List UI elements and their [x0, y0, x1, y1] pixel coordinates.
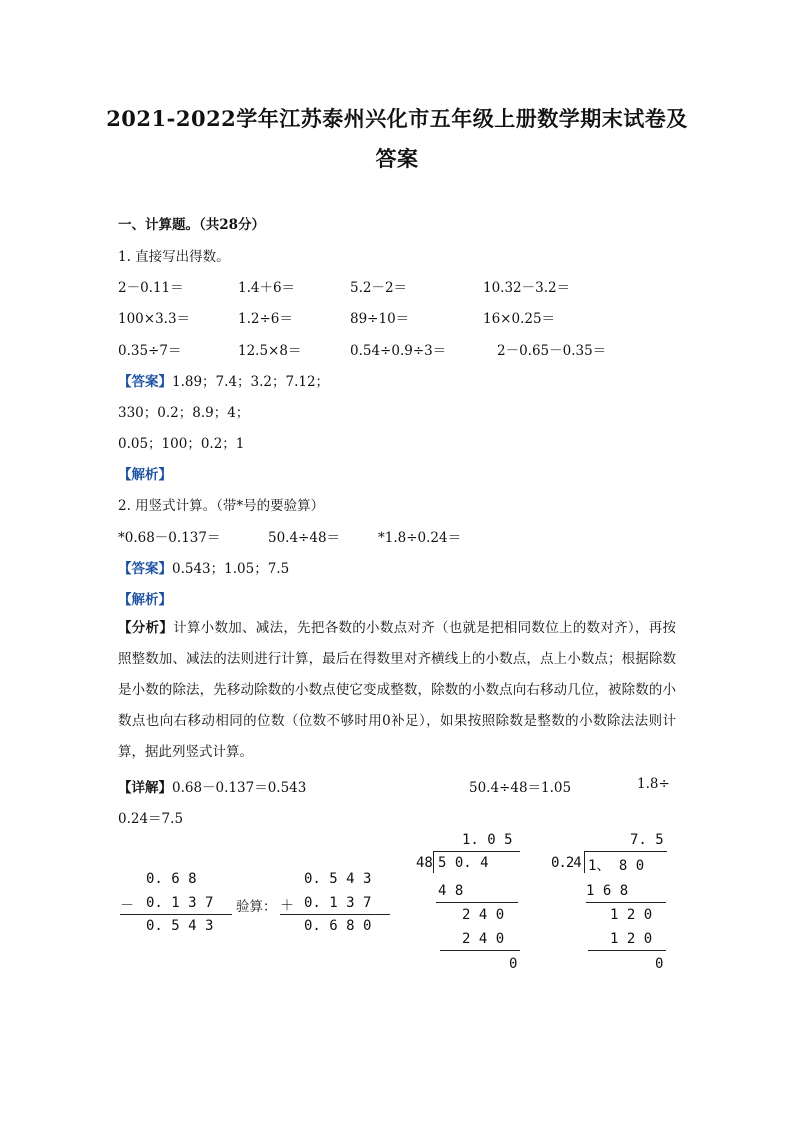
q1-item: 2－0.11＝	[118, 280, 184, 296]
div1-rule2	[440, 950, 520, 951]
div1-bracket	[433, 851, 434, 873]
div1-rule1	[436, 902, 518, 903]
fenxi-tag: 【分析】	[118, 620, 174, 636]
div1-remainder: 0	[509, 956, 518, 972]
div1-divisor: 48	[416, 855, 433, 871]
q1-item: 1.4＋6＝	[238, 280, 296, 296]
div2-dividend: 1、 8 0	[588, 858, 645, 874]
document-title-line2: 答案	[375, 146, 419, 171]
detail-1: 0.68－0.137＝0.543	[172, 780, 307, 796]
q1-item: 1.2÷6＝	[238, 311, 293, 327]
q1-item: 16×0.25＝	[483, 311, 556, 327]
div2-remainder: 0	[655, 956, 664, 972]
q1-item: 12.5×8＝	[238, 343, 302, 359]
div1-bar	[434, 851, 520, 852]
document-title-line1: 2021-2022学年江苏泰州兴化市五年级上册数学期末试卷及	[106, 106, 688, 131]
detail-3a: 1.8÷	[637, 776, 670, 792]
answer-tag: 【答案】	[118, 561, 172, 577]
div1-step3: 2 4 0	[462, 931, 505, 947]
xiangjie-tag: 【详解】	[118, 780, 172, 796]
answer-line: 330；0.2；8.9；4；	[118, 405, 250, 421]
sub-result: 0. 5 4 3	[146, 918, 214, 934]
add-operator: ＋	[280, 898, 294, 914]
add-result: 0. 6 8 0	[304, 918, 372, 934]
add-bottom: 0. 1 3 7	[304, 895, 372, 911]
section-heading: 一、计算题。（共28分）	[118, 217, 266, 233]
q2-item: 50.4÷48＝	[268, 530, 341, 546]
detail-2: 50.4÷48＝1.05	[469, 780, 572, 796]
fenxi-text: 计算小数加、减法，先把各数的小数点对齐（也就是把相同数位上的数对齐），再按照整数加、减法的法则进行计算，最后在得数里对齐横线上的小数点，点上小数点；根据除数是小数的除法，先移动除数的小数点使它变成整数，除数的小数点向右移动几位，被除数的小数点也向右移动相同的位数（位数不够时用0补足），如果按照除数是整数的小数除法法则计算，据此列竖式计算。	[118, 620, 676, 760]
q2-item: *1.8÷0.24＝	[378, 530, 462, 546]
detail-line	[118, 776, 306, 796]
analysis-paragraph	[118, 613, 676, 768]
analysis-tag: 【解析】	[118, 592, 172, 608]
answer-line: 1.89；7.4；3.2；7.12；	[172, 374, 330, 390]
div2-divisor: 0.24	[551, 855, 581, 871]
div2-step2: 1 2 0	[610, 907, 653, 923]
q1-item: 0.54÷0.9÷3＝	[350, 343, 447, 359]
question-1-prompt: 1. 直接写出得数。	[118, 249, 230, 265]
q1-item: 2－0.65－0.35＝	[497, 343, 607, 359]
sub-top: 0. 6 8	[146, 871, 197, 887]
div2-rule2	[588, 950, 666, 951]
add-top: 0. 5 4 3	[304, 871, 372, 887]
add-rule	[280, 914, 390, 915]
q1-item: 10.32－3.2＝	[483, 280, 571, 296]
answer-line: 0.05；100；0.2；1	[118, 436, 245, 452]
check-label: 验算：	[236, 899, 277, 915]
div2-bar	[585, 851, 667, 852]
div1-dividend: 5 0. 4	[438, 855, 489, 871]
sub-rule	[120, 914, 232, 915]
q1-answer	[118, 370, 329, 390]
analysis-tag: 【解析】	[118, 467, 172, 483]
sub-operator: －	[120, 898, 134, 914]
div2-rule1	[586, 902, 666, 903]
detail-3b: 0.24＝7.5	[118, 811, 184, 827]
div1-step2: 2 4 0	[462, 907, 505, 923]
answer-tag: 【答案】	[118, 374, 172, 390]
q2-answer	[118, 557, 289, 577]
div2-quotient: 7. 5	[630, 832, 664, 848]
question-2-prompt: 2. 用竖式计算。（带*号的要验算）	[118, 498, 325, 514]
answer-text: 0.543；1.05；7.5	[172, 561, 290, 577]
div2-step3: 1 2 0	[610, 931, 653, 947]
div2-step1: 1 6 8	[586, 883, 629, 899]
div1-quotient: 1. 0 5	[462, 832, 513, 848]
q2-item: *0.68－0.137＝	[118, 530, 221, 546]
q1-item: 5.2－2＝	[350, 280, 408, 296]
div1-step1: 4 8	[438, 883, 464, 899]
q1-item: 100×3.3＝	[118, 311, 191, 327]
q1-item: 89÷10＝	[350, 311, 410, 327]
sub-bottom: 0. 1 3 7	[146, 895, 214, 911]
div2-bracket	[584, 851, 585, 873]
q1-item: 0.35÷7＝	[118, 343, 182, 359]
